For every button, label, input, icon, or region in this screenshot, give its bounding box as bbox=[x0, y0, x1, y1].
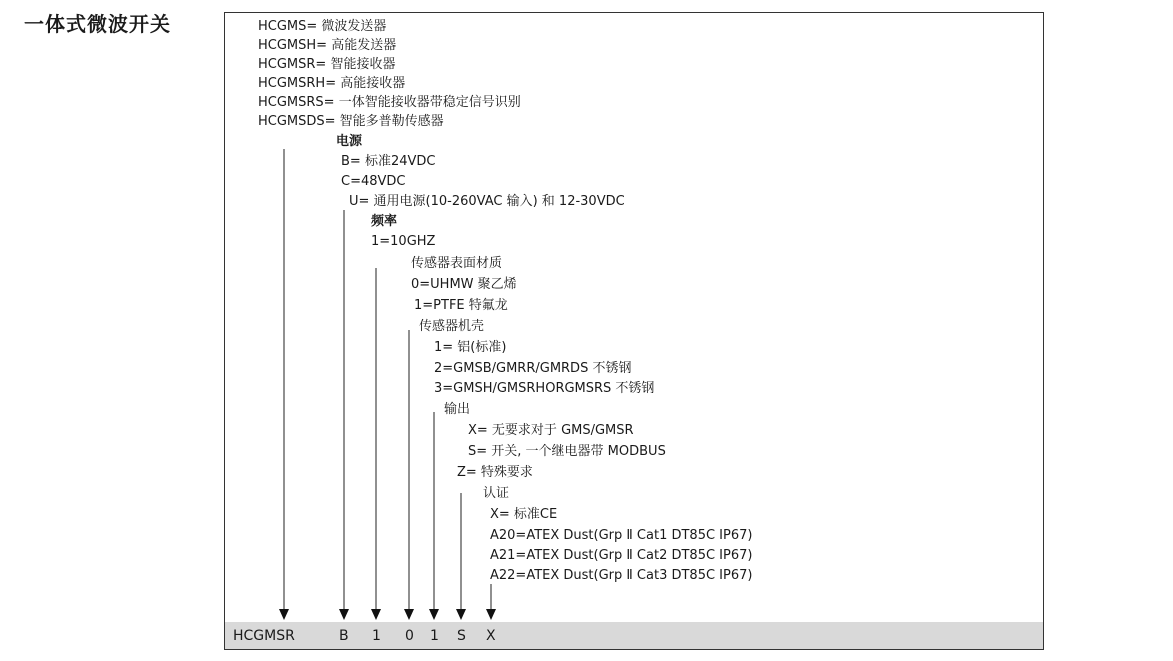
power-option: B= 标准24VDC bbox=[341, 154, 436, 169]
certification-heading: 认证 bbox=[483, 486, 510, 501]
frequency-option: 1=10GHZ bbox=[371, 234, 436, 249]
example-code-bar bbox=[225, 622, 1043, 649]
housing-option: 1= 铝(标准) bbox=[434, 340, 507, 355]
surface-material-option: 0=UHMW 聚乙烯 bbox=[411, 277, 517, 292]
model-option: HCGMSRS= 一体智能接收器带稳定信号识别 bbox=[258, 95, 521, 110]
housing-heading: 传感器机壳 bbox=[419, 319, 485, 334]
model-option: HCGMSDS= 智能多普勒传感器 bbox=[258, 114, 444, 129]
certification-option: X= 标准CE bbox=[490, 507, 558, 522]
code-output: S bbox=[457, 628, 466, 644]
code-cert: X bbox=[486, 628, 496, 644]
power-option: C=48VDC bbox=[341, 174, 406, 189]
housing-option: 2=GMSB/GMRR/GMRDS 不锈钢 bbox=[434, 361, 632, 376]
frequency-heading: 频率 bbox=[371, 214, 398, 229]
model-option: HCGMSRH= 高能接收器 bbox=[258, 76, 406, 91]
surface-material-option: 1=PTFE 特氟龙 bbox=[414, 298, 508, 313]
output-option: S= 开关, 一个继电器带 MODBUS bbox=[468, 444, 666, 459]
code-model: HCGMSR bbox=[233, 628, 295, 644]
surface-material-heading: 传感器表面材质 bbox=[411, 256, 503, 271]
certification-option: A21=ATEX Dust(Grp Ⅱ Cat2 DT85C IP67) bbox=[490, 548, 753, 563]
certification-option: A20=ATEX Dust(Grp Ⅱ Cat1 DT85C IP67) bbox=[490, 528, 753, 543]
ordering-code-diagram bbox=[224, 12, 1044, 650]
model-option: HCGMS= 微波发送器 bbox=[258, 19, 387, 34]
power-option: U= 通用电源(10-260VAC 输入) 和 12-30VDC bbox=[349, 194, 625, 209]
code-surface: 0 bbox=[405, 628, 414, 644]
code-housing: 1 bbox=[430, 628, 439, 644]
certification-option: A22=ATEX Dust(Grp Ⅱ Cat3 DT85C IP67) bbox=[490, 568, 753, 583]
output-option: X= 无要求对于 GMS/GMSR bbox=[468, 423, 634, 438]
code-frequency: 1 bbox=[372, 628, 381, 644]
model-option: HCGMSH= 高能发送器 bbox=[258, 38, 397, 53]
output-heading: 输出 bbox=[444, 402, 471, 417]
output-option: Z= 特殊要求 bbox=[457, 465, 533, 480]
code-power: B bbox=[339, 628, 349, 644]
model-option: HCGMSR= 智能接收器 bbox=[258, 57, 396, 72]
page-title: 一体式微波开关 bbox=[24, 12, 171, 36]
connector-lines bbox=[225, 13, 1043, 649]
housing-option: 3=GMSH/GMSRHORGMSRS 不锈钢 bbox=[434, 381, 655, 396]
power-heading: 电源 bbox=[336, 134, 363, 149]
